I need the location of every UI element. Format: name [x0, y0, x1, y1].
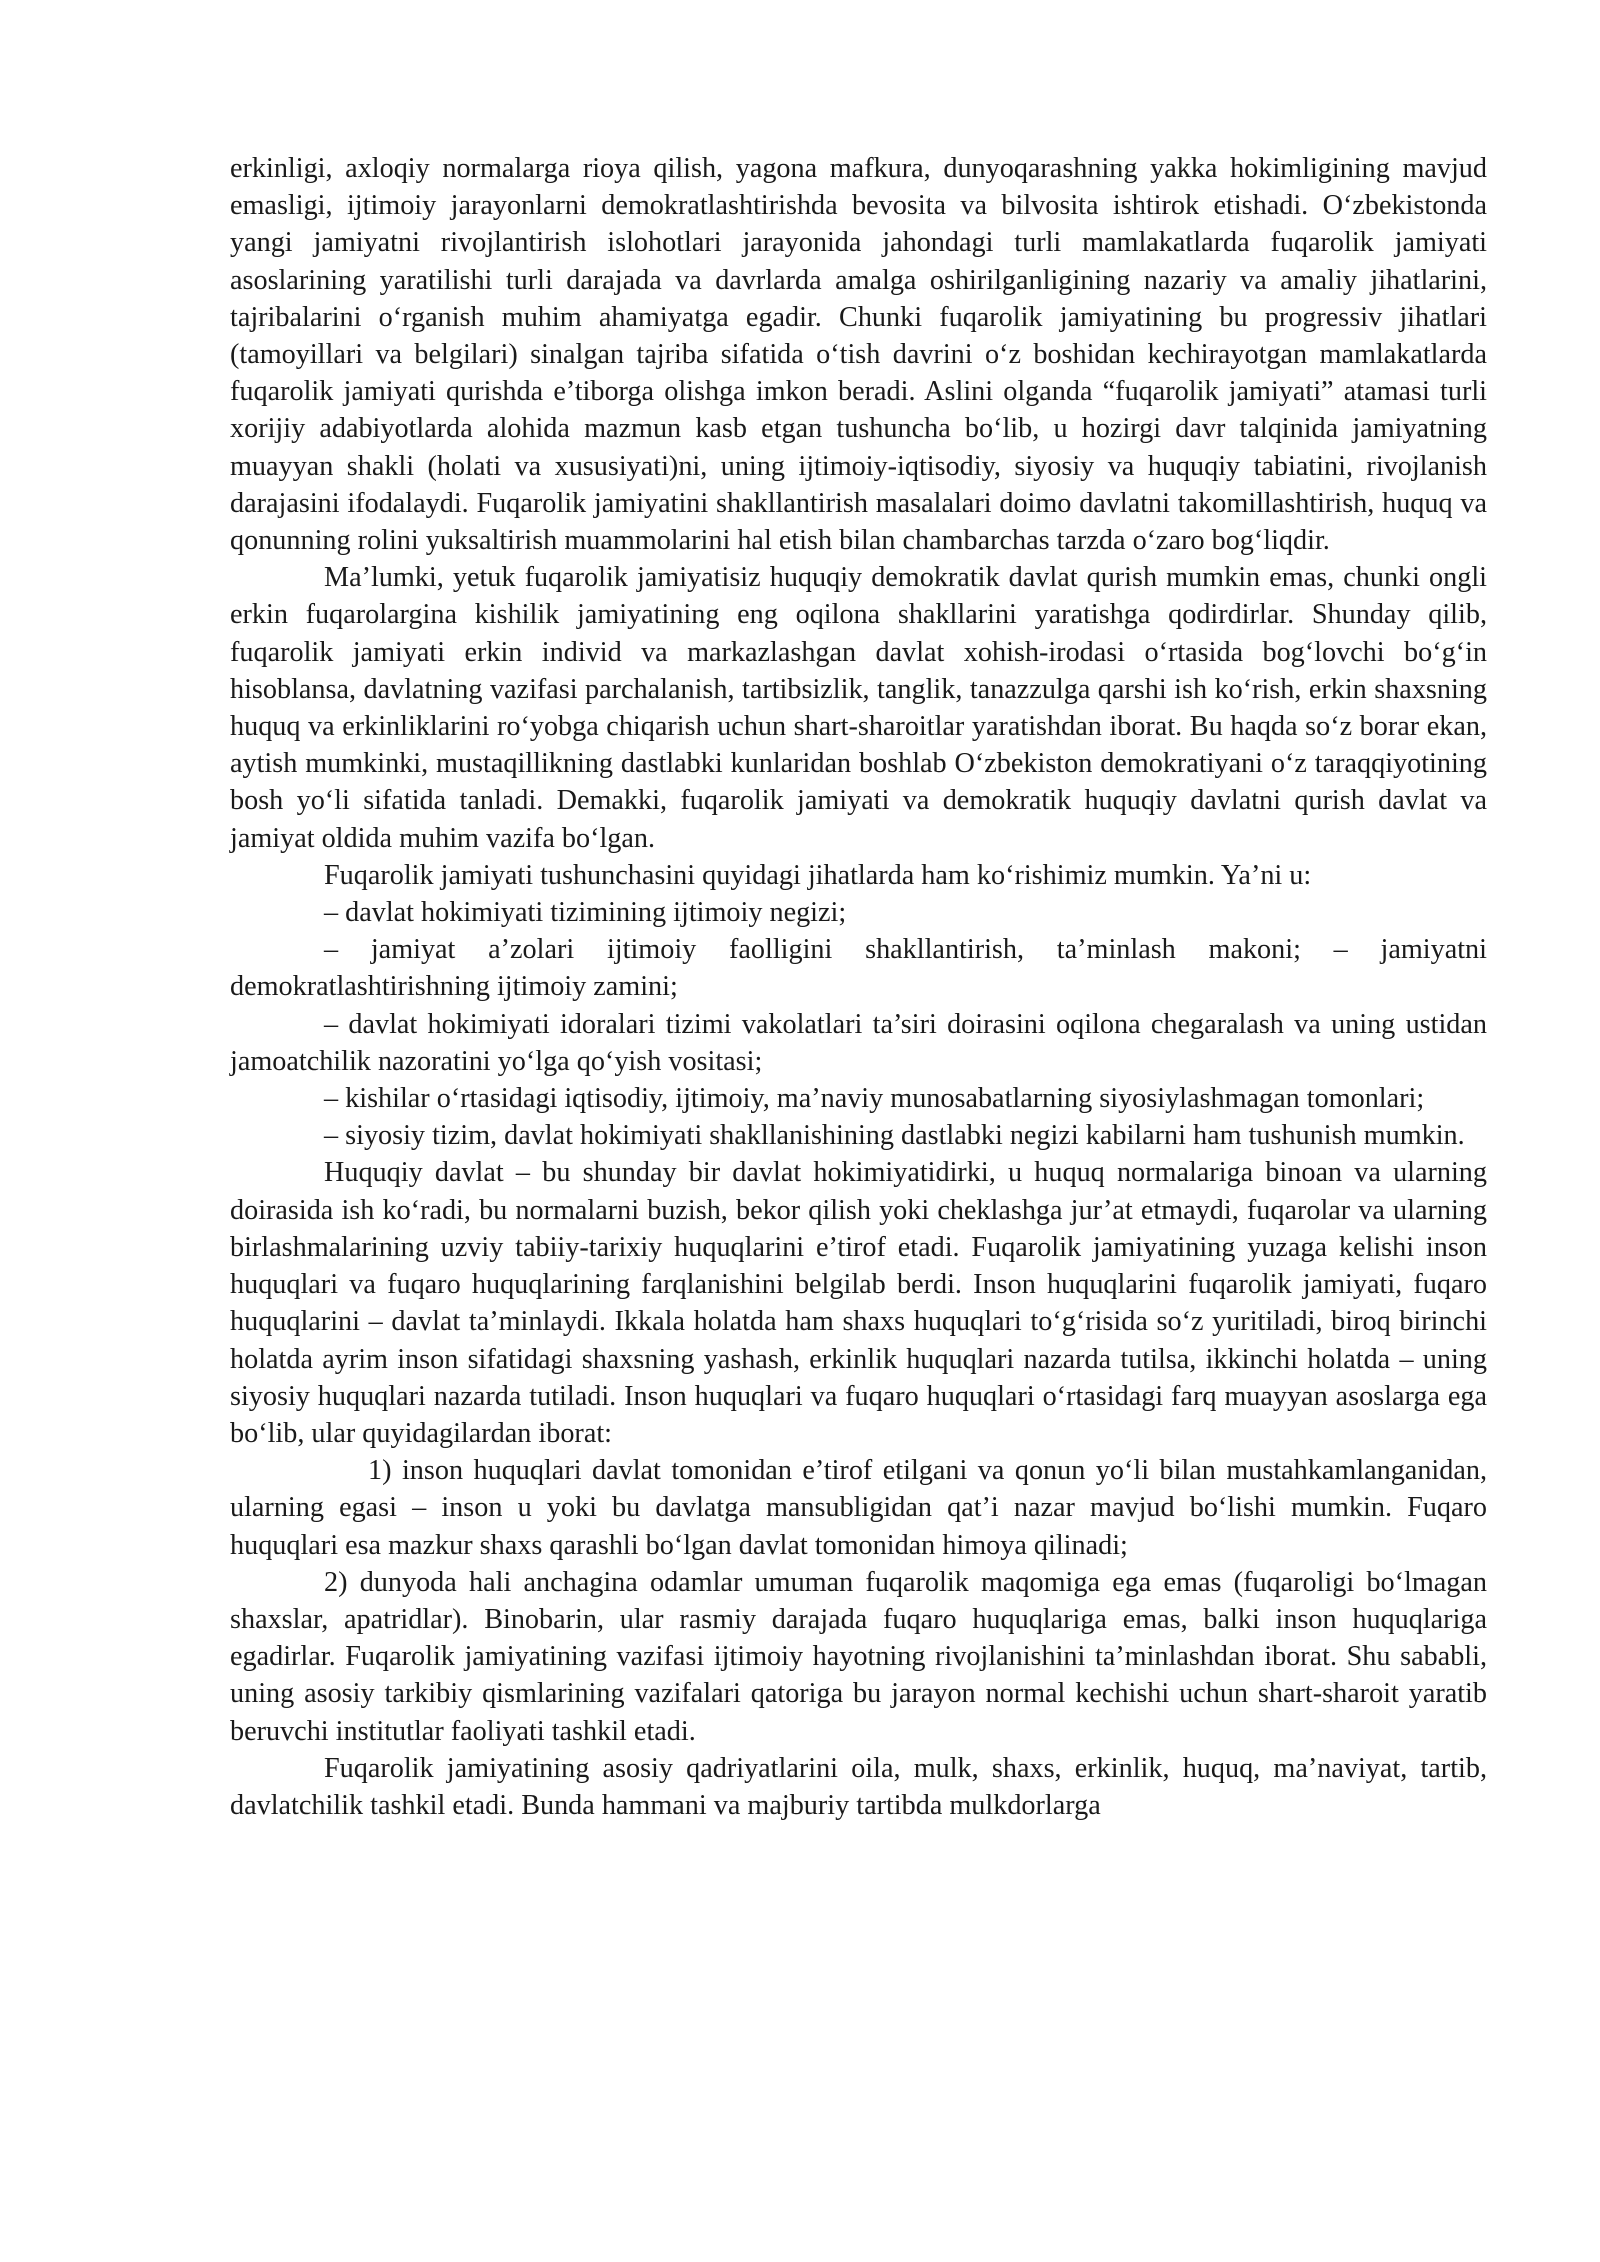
- numbered-item-2: 2) dunyoda hali anchagina odamlar umuman fuqarolik maqomiga ega emas (fuqaroligi bo‘lmagan shaxslar, apatridlar). Binobarin, ular rasmiy darajada fuqaro huquqlariga emas, balki inson huquqlariga egadirlar. Fuqarolik jamiyatining vazifasi ijtimoiy hayotning rivojlanishini ta’minlashdan iborat. Shu sababli, uning asosiy tarkibiy qismlarining vazifalari qatoriga bu jarayon normal kechishi uchun shart-sharoit yaratib beruvchi institutlar faoliyati tashkil etadi.: [230, 1566, 1487, 1747]
- list-item-5: – siyosiy tizim, davlat hokimiyati shakllanishining dastlabki negizi kabilarni ham tushunish mumkin.: [324, 1120, 1465, 1152]
- paragraph-2: Ma’lumki, yetuk fuqarolik jamiyatisiz huquqiy demokratik davlat qurish mumkin emas, chunki ongli erkin fuqarolargina kishilik jamiyatining eng oqilona shakllarini yaratishga qodirdirlar. Shunday qilib, fuqarolik jamiyati erkin individ va markazlashgan davlat xohish-irodasi o‘rtasida bog‘lovchi bo‘g‘in hisoblansa, davlatning vazifasi parchalanish, tartibsizlik, tanglik, tanazzulga qarshi ish ko‘rish, erkin shaxsning huquq va erkinliklarini ro‘yobga chiqarish uchun shart-sharoitlar yaratishdan iborat. Bu haqda so‘z borar ekan, aytish mumkinki, mustaqillikning dastlabki kunlaridan boshlab O‘zbekiston demokratiyani o‘z taraqqiyotining bosh yo‘li sifatida tanladi. Demakki, fuqarolik jamiyati va demokratik huquqiy davlatni qurish davlat va jamiyat oldida muhim vazifa bo‘lgan.: [230, 562, 1487, 854]
- paragraph-3: Fuqarolik jamiyati tushunchasini quyidagi jihatlarda ham ko‘rishimiz mumkin. Ya’ni u:: [324, 859, 1312, 891]
- list-item-4: – kishilar o‘rtasidagi iqtisodiy, ijtimoiy, ma’naviy munosabatlarning siyosiylashmagan tomonlari;: [324, 1083, 1425, 1115]
- list-item-2: – jamiyat a’zolari ijtimoiy faolligini shakllantirish, ta’minlash makoni; – jamiyatni demokratlashtirishning ijtimoiy zamini;: [230, 934, 1487, 1003]
- paragraph-1: erkinligi, axloqiy normalarga rioya qilish, yagona mafkura, dunyoqarashning yakka hokimligining mavjud emasligi, ijtimoiy jarayonlarni demokratlashtirishda bevosita va bilvosita ishtirok etishadi. O‘zbekistonda yangi jamiyatni rivojlantirish islohotlari jarayonida jahondagi turli mamlakatlarda fuqarolik jamiyati asoslarining yaratilishi turli darajada va davrlarda amalga oshirilganligining nazariy va amaliy jihatlarini, tajribalarini o‘rganish muhim ahamiyatga egadir. Chunki fuqarolik jamiyatining bu progressiv jihatlari (tamoyillari va belgilari) sinalgan tajriba sifatida o‘tish davrini o‘z boshidan kechirayotgan mamlakatlarda fuqarolik jamiyati qurishda e’tiborga olishga imkon beradi. Aslini olganda “fuqarolik jamiyati” atamasi turli xorijiy adabiyotlarda alohida mazmun kasb etgan tushuncha bo‘lib, u hozirgi davr talqinida jamiyatning muayyan shakli (holati va xususiyati)ni, uning ijtimoiy-iqtisodiy, siyosiy va huquqiy tabiatini, rivojlanish darajasini ifodalaydi. Fuqarolik jamiyatini shakllantirish masalalari doimo davlatni takomillashtirish, huquq va qonunning rolini yuksaltirish muammolarini hal etish bilan chambarchas tarzda o‘zaro bog‘liqdir.: [230, 153, 1487, 557]
- list-item-3: – davlat hokimiyati idoralari tizimi vakolatlari ta’siri doirasini oqilona chegaralash va uning ustidan jamoatchilik nazoratini yo‘lga qo‘yish vositasi;: [230, 1008, 1487, 1077]
- list-item-1: – davlat hokimiyati tizimining ijtimoiy negizi;: [324, 897, 847, 929]
- paragraph-4: Huquqiy davlat – bu shunday bir davlat hokimiyatidirki, u huquq normalariga binoan va ularning doirasida ish ko‘radi, bu normalarni buzish, bekor qilish yoki cheklashga jur’at etmaydi, fuqarolar va ularning birlashmalarining uzviy tabiiy-tarixiy huquqlarini e’tirof etadi. Fuqarolik jamiyatining yuzaga kelishi inson huquqlari va fuqaro huquqlarining farqlanishini belgilab berdi. Inson huquqlarini fuqarolik jamiyati, fuqaro huquqlarini – davlat ta’minlaydi. Ikkala holatda ham shaxs huquqlari to‘g‘risida so‘z yuritiladi, biroq birinchi holatda ayrim inson sifatidagi shaxsning yashash, erkinlik huquqlari nazarda tutilsa, ikkinchi holatda – uning siyosiy huquqlari nazarda tutiladi. Inson huquqlari va fuqaro huquqlari o‘rtasidagi farq muayyan asoslarga ega bo‘lib, ular quyidagilardan iborat:: [230, 1157, 1487, 1449]
- document-page: [230, 150, 1487, 1824]
- paragraph-5: Fuqarolik jamiyatining asosiy qadriyatlarini oila, mulk, shaxs, erkinlik, huquq, ma’naviyat, tartib, davlatchilik tashkil etadi. Bunda hammani va majburiy tartibda mulkdorlarga: [230, 1752, 1487, 1821]
- numbered-item-1: 1) inson huquqlari davlat tomonidan e’tirof etilgani va qonun yo‘li bilan mustahkamlanganidan, ularning egasi – inson u yoki bu davlatga mansubligidan qat’i nazar mavjud bo‘lishi mumkin. Fuqaro huquqlari esa mazkur shaxs qarashli bo‘lgan davlat tomonidan himoya qilinadi;: [230, 1455, 1487, 1561]
